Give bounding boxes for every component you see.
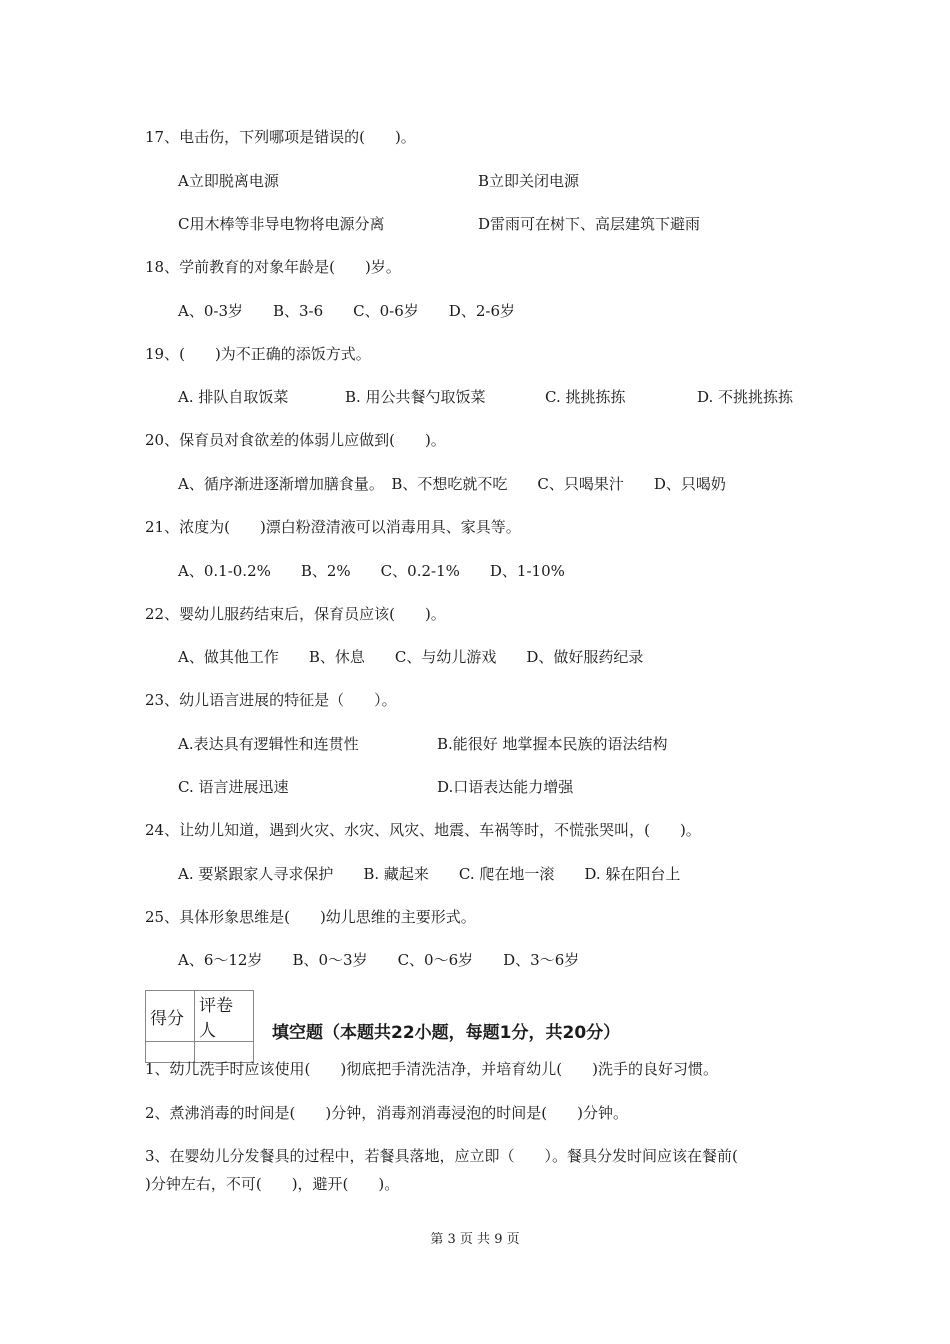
q19-stem: 19、( )为不正确的添饭方式。 xyxy=(145,345,371,363)
q24-stem: 24、让幼儿知道，遇到火灾、水灾、风灾、地震、车祸等时，不慌张哭叫，( )。 xyxy=(145,821,701,839)
q23-option-a: A.表达具有逻辑性和连贯性 xyxy=(178,735,359,753)
q17-stem: 17、电击伤，下列哪项是错误的( )。 xyxy=(145,128,416,146)
page-footer: 第 3 页 共 9 页 xyxy=(430,1232,520,1247)
grader-header: 评卷人 xyxy=(195,991,254,1042)
q17-option-d: D雷雨可在树下、高层建筑下避雨 xyxy=(478,215,701,233)
q18-stem: 18、学前教育的对象年龄是( )岁。 xyxy=(145,258,401,276)
score-table xyxy=(145,990,254,1063)
q20-options: A、循序渐进逐渐增加膳食量。 B、不想吃就不吃 C、只喝果汁 D、只喝奶 xyxy=(178,475,726,493)
q23-stem: 23、幼儿语言进展的特征是（ ）。 xyxy=(145,691,397,709)
q24-options: A. 要紧跟家人寻求保护 B. 藏起来 C. 爬在地一滚 D. 躲在阳台上 xyxy=(178,865,681,883)
q19-option-a: A. 排队自取饭菜 xyxy=(178,388,289,406)
fill-question-2: 2、煮沸消毒的时间是( )分钟，消毒剂消毒浸泡的时间是( )分钟。 xyxy=(145,1104,628,1122)
score-header: 得分 xyxy=(146,991,195,1042)
section-title: 填空题（本题共22小题，每题1分，共20分） xyxy=(272,1023,621,1043)
q23-option-d: D.口语表达能力增强 xyxy=(437,778,574,796)
q22-options: A、做其他工作 B、休息 C、与幼儿游戏 D、做好服药纪录 xyxy=(178,648,644,666)
q19-option-d: D. 不挑挑拣拣 xyxy=(697,388,794,406)
fill-question-3-line2: )分钟左右，不可( )，避开( )。 xyxy=(145,1175,400,1193)
q25-stem: 25、具体形象思维是( )幼儿思维的主要形式。 xyxy=(145,908,476,926)
fill-question-3-line1: 3、在婴幼儿分发餐具的过程中，若餐具落地，应立即（ ）。餐具分发时间应该在餐前( xyxy=(145,1147,738,1165)
q20-stem: 20、保育员对食欲差的体弱儿应做到( )。 xyxy=(145,431,446,449)
q23-option-b: B.能很好 地掌握本民族的语法结构 xyxy=(437,735,668,753)
fill-question-1: 1、幼儿洗手时应该使用( )彻底把手清洗洁净，并培育幼儿( )洗手的良好习惯。 xyxy=(145,1060,718,1078)
q21-stem: 21、浓度为( )漂白粉澄清液可以消毒用具、家具等。 xyxy=(145,518,521,536)
q23-option-c: C. 语言进展迅速 xyxy=(178,778,289,796)
q22-stem: 22、婴幼儿服药结束后，保育员应该( )。 xyxy=(145,605,446,623)
q17-option-c: C用木棒等非导电物将电源分离 xyxy=(178,215,385,233)
q17-option-b: B立即关闭电源 xyxy=(478,172,580,190)
q25-options: A、6～12岁 B、0～3岁 C、0～6岁 D、3～6岁 xyxy=(178,951,580,969)
q17-option-a: A立即脱离电源 xyxy=(178,172,279,190)
q19-option-c: C. 挑挑拣拣 xyxy=(545,388,626,406)
q18-options: A、0-3岁 B、3-6 C、0-6岁 D、2-6岁 xyxy=(178,302,515,320)
q21-options: A、0.1-0.2% B、2% C、0.2-1% D、1-10% xyxy=(178,562,565,580)
q19-option-b: B. 用公共餐勺取饭菜 xyxy=(345,388,486,406)
